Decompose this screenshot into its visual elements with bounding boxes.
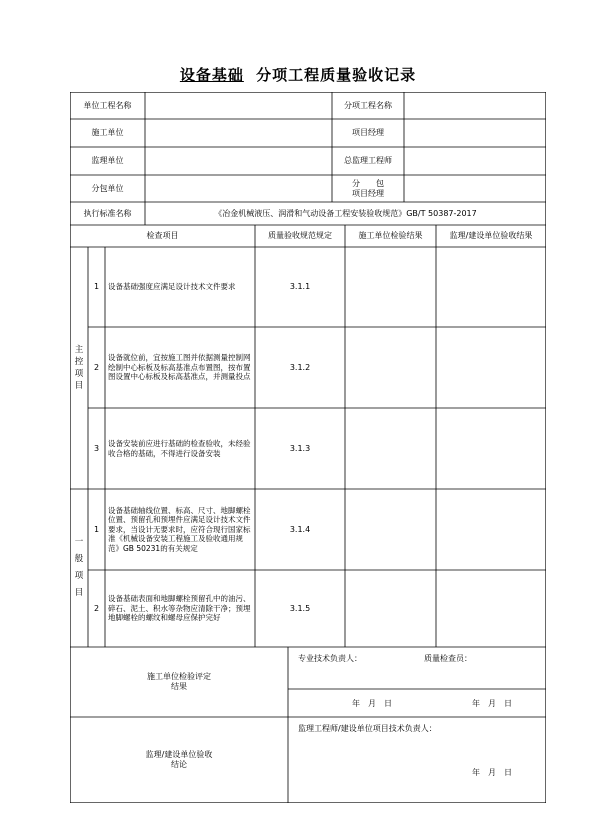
main-item-supervision-result[interactable] — [436, 247, 546, 327]
construction-eval-label-text: 施工单位检验评定结果 — [147, 672, 211, 691]
main-item-text: 设备安装前应进行基础的检查验收，未经验收合格的基础，不得进行设备安装 — [108, 439, 251, 458]
general-item-no: 2 — [93, 603, 100, 613]
supervision-conclusion-label — [70, 717, 288, 803]
main-item-clause: 3.1.3 — [289, 443, 311, 453]
general-item-clause: 3.1.4 — [289, 524, 311, 534]
main-item-clause: 3.1.1 — [289, 282, 311, 291]
acceptance-record-table — [70, 92, 546, 803]
supervisor-lead-label: 监理工程师/建设单位项目技术负责人： — [298, 724, 437, 733]
section-main-control-text: 主控项目 — [74, 345, 84, 391]
subitem-project-label: 分项工程名称 — [344, 100, 392, 110]
general-item-supervision-result[interactable] — [436, 489, 546, 570]
quality-inspector-date: 年 月 日 — [472, 699, 512, 708]
chief-supervisor-label: 总监理工程师 — [344, 156, 392, 165]
col-inspection-item: 检查项目 — [146, 231, 179, 240]
general-item-no: 1 — [93, 524, 100, 534]
main-item-construction-result[interactable] — [345, 408, 436, 489]
subcontract-manager-label-line1: 分 包 — [352, 178, 384, 188]
construction-unit-value[interactable] — [145, 119, 332, 147]
general-item-supervision-result[interactable] — [436, 570, 546, 647]
standard-label: 执行标准名称 — [83, 208, 132, 218]
subcontract-manager-value[interactable] — [404, 175, 546, 202]
tech-lead-date: 年 月 日 — [352, 699, 392, 708]
supervision-unit-value[interactable] — [145, 147, 332, 175]
main-item-clause: 3.1.2 — [289, 362, 311, 372]
project-manager-label: 项目经理 — [352, 128, 384, 137]
supervision-unit-label: 监理单位 — [91, 156, 124, 165]
main-item-no: 3 — [93, 443, 100, 453]
supervisor-lead-date: 年 月 日 — [472, 768, 512, 777]
project-manager-value[interactable] — [404, 119, 546, 147]
supervision-conclusion-label-text: 监理/建设单位验收结论 — [145, 750, 213, 769]
unit-project-value[interactable] — [145, 92, 332, 119]
main-item-no: 1 — [93, 282, 100, 291]
section-general — [70, 489, 88, 647]
main-item-text: 设备就位前，宜按施工图并依据测量控制网绘制中心标板及标高基准点布置图，按布置图设置中心标板及标高基准点，并测量投点 — [108, 353, 251, 382]
standard-value: 《冶金机械液压、润滑和气动设备工程安装验收规范》GB/T 50387-2017 — [214, 208, 477, 218]
main-item-construction-result[interactable] — [345, 327, 436, 408]
subcontract-manager-label — [332, 175, 404, 202]
col-construction-result: 施工单位检验结果 — [358, 231, 423, 240]
quality-inspector-label: 质量检查员： — [424, 654, 472, 663]
chief-supervisor-value[interactable] — [404, 147, 546, 175]
section-main-control — [70, 247, 88, 489]
subcontract-unit-value[interactable] — [145, 175, 332, 202]
tech-lead-label: 专业技术负责人： — [298, 654, 362, 663]
main-item-supervision-result[interactable] — [436, 408, 546, 489]
general-item-construction-result[interactable] — [345, 570, 436, 647]
main-item-no: 2 — [93, 362, 100, 372]
title-suffix: 分项工程质量验收记录 — [256, 66, 417, 84]
subitem-project-value[interactable] — [404, 92, 546, 119]
general-item-text: 设备基础轴线位置、标高、尺寸、地脚螺栓位置、预留孔和预埋件应满足设计技术文件要求，当设计无要求时，应符合现行国家标准《机械设备安装工程施工及验收通用规范》GB 50231的有关规定 — [108, 505, 251, 553]
page-title — [0, 64, 590, 85]
col-supervision-result: 监理/建设单位验收结果 — [449, 231, 533, 240]
section-general-text: 一般项目 — [74, 537, 84, 598]
construction-unit-label: 施工单位 — [91, 128, 124, 137]
general-item-construction-result[interactable] — [345, 489, 436, 570]
subcontract-manager-label-line2: 项目经理 — [352, 188, 384, 198]
col-quality-spec: 质量验收规范规定 — [268, 231, 332, 240]
main-item-construction-result[interactable] — [345, 247, 436, 327]
project-name-blank: 设备基础 — [179, 66, 244, 84]
subcontract-unit-label: 分包单位 — [91, 183, 124, 193]
unit-project-label: 单位工程名称 — [83, 100, 132, 110]
general-item-clause: 3.1.5 — [289, 603, 311, 613]
main-item-supervision-result[interactable] — [436, 327, 546, 408]
construction-eval-label — [70, 647, 288, 717]
general-item-text: 设备基础表面和地脚螺栓预留孔中的油污、碎石、泥土、积水等杂物应清除干净；预埋地脚螺栓的螺纹和螺母应保护完好 — [108, 594, 251, 623]
main-item-text: 设备基础强度应满足设计技术文件要求 — [108, 282, 236, 292]
